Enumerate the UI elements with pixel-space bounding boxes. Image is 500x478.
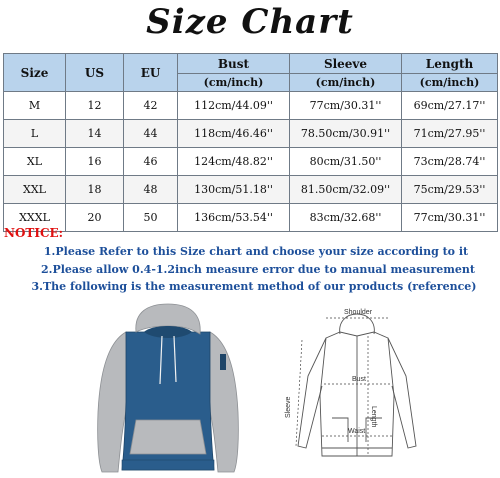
length-label: Length bbox=[370, 406, 377, 428]
hoodie-product-image bbox=[78, 302, 258, 478]
header-length-unit: (cm/inch) bbox=[402, 74, 498, 92]
page-title: Size Chart bbox=[146, 2, 354, 42]
cell-sleeve: 83cm/32.68'' bbox=[290, 204, 402, 232]
cell-bust: 136cm/53.54'' bbox=[178, 204, 290, 232]
cell-size: XXXL bbox=[4, 204, 66, 232]
size-table bbox=[3, 53, 498, 232]
measurement-diagram bbox=[282, 306, 432, 478]
bust-label: Bust bbox=[352, 376, 367, 383]
cell-bust: 118cm/46.46'' bbox=[178, 120, 290, 148]
header-length: Length bbox=[402, 54, 498, 74]
header-us: US bbox=[66, 54, 124, 92]
cell-sleeve: 77cm/30.31'' bbox=[290, 92, 402, 120]
cell-size: L bbox=[4, 120, 66, 148]
header-size: Size bbox=[4, 54, 66, 92]
cell-us: 12 bbox=[66, 92, 124, 120]
cell-eu: 46 bbox=[124, 148, 178, 176]
table-row bbox=[4, 92, 498, 120]
cell-bust: 124cm/48.82'' bbox=[178, 148, 290, 176]
header-bust-unit: (cm/inch) bbox=[178, 74, 290, 92]
cell-us: 14 bbox=[66, 120, 124, 148]
table-row bbox=[4, 148, 498, 176]
cell-us: 18 bbox=[66, 176, 124, 204]
header-sleeve: Sleeve bbox=[290, 54, 402, 74]
cell-size: XL bbox=[4, 148, 66, 176]
notice-label: NOTICE: bbox=[4, 226, 64, 240]
header-eu: EU bbox=[124, 54, 178, 92]
header-bust: Bust bbox=[178, 54, 290, 74]
cell-size: M bbox=[4, 92, 66, 120]
cell-size: XXL bbox=[4, 176, 66, 204]
waist-label: Waist bbox=[348, 428, 366, 435]
notice-item: 2.Please allow 0.4-1.2inch measure error due to manual measurement bbox=[40, 263, 475, 276]
header-sleeve-unit: (cm/inch) bbox=[290, 74, 402, 92]
cell-sleeve: 78.50cm/30.91'' bbox=[290, 120, 402, 148]
cell-length: 69cm/27.17'' bbox=[402, 92, 498, 120]
cell-length: 71cm/27.95'' bbox=[402, 120, 498, 148]
table-row bbox=[4, 204, 498, 232]
notice-item: 3.The following is the measurement method of our products (reference) bbox=[31, 280, 477, 293]
shoulder-label: Shoulder bbox=[344, 309, 373, 316]
cell-eu: 44 bbox=[124, 120, 178, 148]
cell-length: 77cm/30.31'' bbox=[402, 204, 498, 232]
cell-us: 20 bbox=[66, 204, 124, 232]
notice-item: 1.Please Refer to this Size chart and choose your size according to it bbox=[43, 245, 469, 258]
cell-length: 75cm/29.53'' bbox=[402, 176, 498, 204]
cell-length: 73cm/28.74'' bbox=[402, 148, 498, 176]
sleeve-label: Sleeve bbox=[285, 396, 292, 418]
cell-us: 16 bbox=[66, 148, 124, 176]
cell-eu: 50 bbox=[124, 204, 178, 232]
cell-bust: 130cm/51.18'' bbox=[178, 176, 290, 204]
table-row bbox=[4, 176, 498, 204]
cell-eu: 48 bbox=[124, 176, 178, 204]
cell-sleeve: 81.50cm/32.09'' bbox=[290, 176, 402, 204]
table-row bbox=[4, 120, 498, 148]
cell-eu: 42 bbox=[124, 92, 178, 120]
cell-bust: 112cm/44.09'' bbox=[178, 92, 290, 120]
cell-sleeve: 80cm/31.50'' bbox=[290, 148, 402, 176]
